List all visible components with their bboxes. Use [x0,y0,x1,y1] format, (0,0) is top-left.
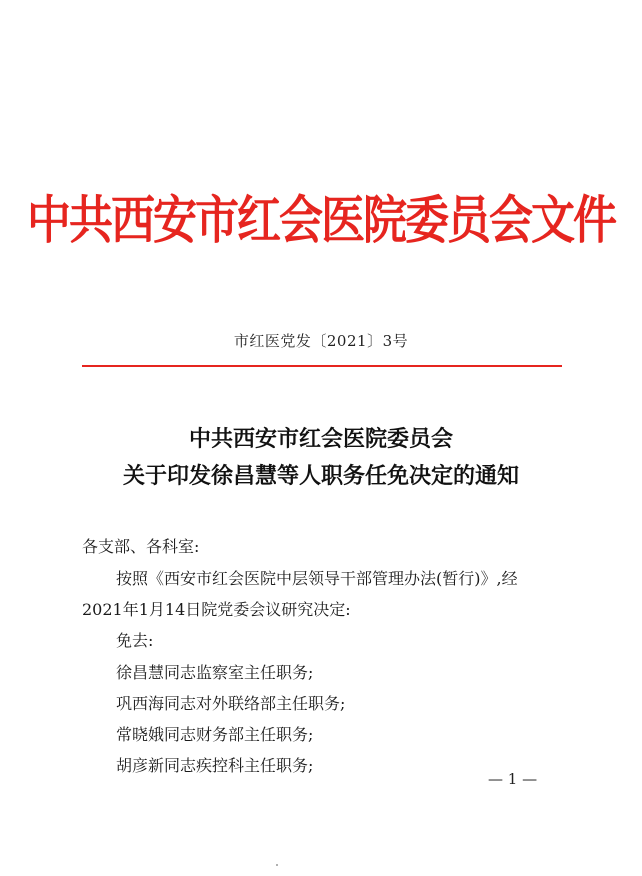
paragraph-line-2: 2021年1月14日院党委会议研究决定: [82,600,351,619]
red-masthead-title: 中共西安市红会医院委员会文件 [27,190,615,251]
addressee: 各支部、各科室: [82,537,200,556]
paragraph-line-1: 按照《西安市红会医院中层领导干部管理办法(暂行)》,经 [116,569,518,588]
notice-title-line-2: 关于印发徐昌慧等人职务任免决定的通知 [122,463,519,489]
removal-item: 胡彦新同志疾控科主任职务; [116,756,314,775]
red-divider-line [82,365,562,367]
document-number: 市红医党发〔2021〕3号 [233,332,409,350]
removal-item: 巩西海同志对外联络部主任职务; [116,694,346,713]
removal-item: 徐昌慧同志监察室主任职务; [116,663,314,682]
removal-heading: 免去: [116,631,154,650]
notice-title-line-1: 中共西安市红会医院委员会 [188,426,453,452]
page-number: — 1 — [488,770,538,788]
scan-speck [276,864,278,866]
removal-item: 常晓娥同志财务部主任职务; [116,725,314,744]
